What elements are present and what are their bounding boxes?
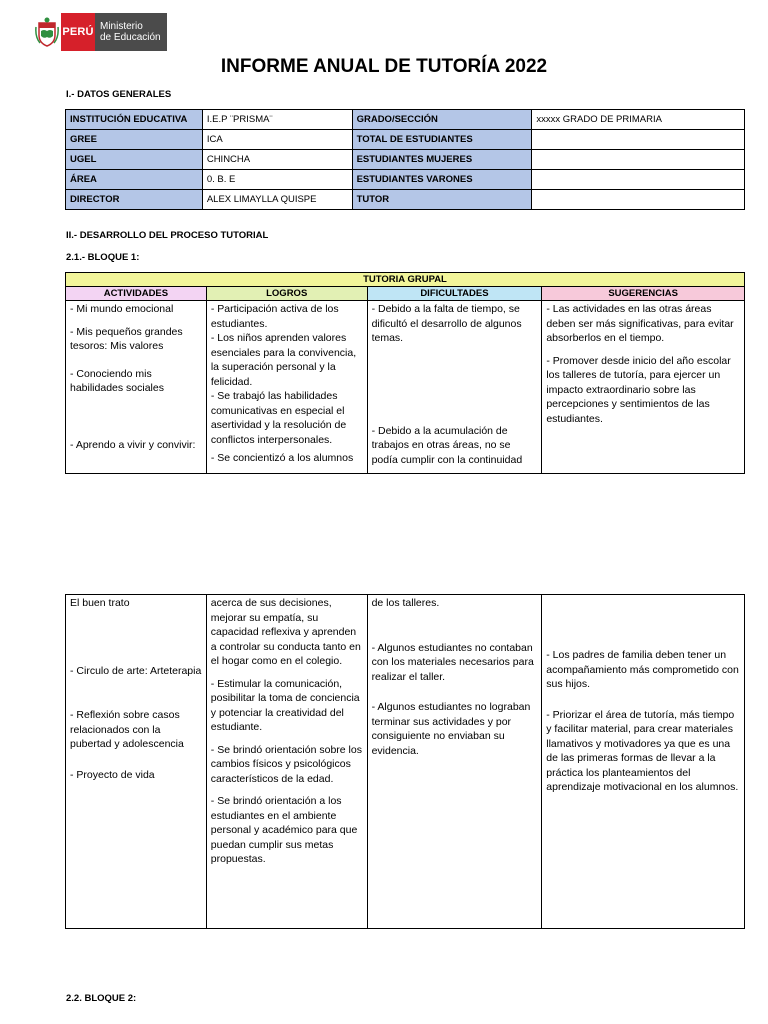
general-data-row: [66, 150, 745, 170]
part2-logros-cell: [206, 595, 367, 929]
part1-logro-item: - Los niños aprenden valores esenciales para la convivencia, la superación personal y la felicidad.: [210, 332, 357, 388]
row-value: [532, 190, 745, 210]
general-data-row: [66, 170, 745, 190]
row-value: xxxxx GRADO DE PRIMARIA: [532, 110, 745, 130]
part1-sugerencia-item: - Las actividades en las otras áreas deben ser más significativas, para evitar absorberlos en el tiempo.: [546, 303, 734, 344]
part2-logro-item: - Estimular la comunicación, posibilitar la toma de conciencia y potenciar la creatividad del estudiante.: [210, 677, 360, 733]
row-value: [532, 130, 745, 150]
row-value: [532, 150, 745, 170]
tutoring-table-part2: [65, 594, 745, 929]
row-value: CHINCHA: [202, 150, 352, 170]
general-data-row: [66, 130, 745, 150]
part2-logro-item: acerca de sus decisiones, mejorar su empatía, su capacidad reflexiva y aprenden a controlar su conducta tanto en el hogar como en el colegio.: [210, 597, 361, 667]
row-label: INSTITUCIÓN EDUCATIVA: [66, 110, 203, 130]
part2-logro-item: - Se brindó orientación sobre los cambios físicos y psicológicos característicos de la edad.: [210, 743, 362, 785]
row-label: ESTUDIANTES MUJERES: [352, 150, 532, 170]
ministry-logo: [33, 13, 167, 51]
section2-heading: II.- DESARROLLO DEL PROCESO TUTORIAL: [66, 230, 269, 241]
row-label: TUTOR: [352, 190, 532, 210]
coat-of-arms-icon: [33, 13, 61, 51]
part2-sugerencias-cell: [542, 595, 745, 929]
ministry-line1: Ministerio: [100, 21, 143, 32]
group-title-cell: TUTORIA GRUPAL: [66, 273, 745, 287]
block2-heading: 2.2. BLOQUE 2:: [66, 993, 137, 1004]
row-value: 0. B. E: [202, 170, 352, 190]
col-header-sugerencias: SUGERENCIAS: [542, 287, 745, 301]
part2-dificultad-item: - Algunos estudiantes no contaban con los materiales necesarios para realizar el taller.: [371, 641, 534, 683]
ministry-line2: de Educación: [100, 32, 161, 43]
general-data-table: [65, 109, 745, 210]
block1-heading: 2.1.- BLOQUE 1:: [66, 252, 140, 263]
col-header-dificultades: DIFICULTADES: [367, 287, 542, 301]
part1-logro-item: - Se trabajó las habilidades comunicativas en especial el asertividad y la resolución de conflictos interpersonales.: [210, 390, 347, 446]
part2-sugerencia-item: - Los padres de familia deben tener un acompañamiento más comprometido con sus hijos.: [546, 649, 739, 690]
part2-dificultades-cell: [367, 595, 542, 929]
row-label: TOTAL DE ESTUDIANTES: [352, 130, 532, 150]
row-value: ICA: [202, 130, 352, 150]
row-label: ÁREA: [66, 170, 203, 190]
part1-actividades-cell: [66, 301, 207, 474]
part1-actividad-item: - Aprendo a vivir y convivir:: [70, 438, 196, 451]
part1-dificultades-cell: [367, 301, 542, 474]
part2-actividad-item: - Proyecto de vida: [70, 768, 155, 781]
part2-actividad-item: - Circulo de arte: Arteterapia: [70, 664, 202, 677]
part1-dificultad-item: - Debido a la acumulación de trabajos en otras áreas, no se podía cumplir con la continuidad: [371, 424, 523, 466]
row-label: ESTUDIANTES VARONES: [352, 170, 532, 190]
row-value: I.E.P ¨PRISMA¨: [202, 110, 352, 130]
ministry-label: [95, 13, 167, 51]
col-header-logros: LOGROS: [206, 287, 367, 301]
row-label: DIRECTOR: [66, 190, 203, 210]
document-title: INFORME ANUAL DE TUTORÍA 2022: [220, 56, 548, 77]
part1-logro-item: - Se concientizó a los alumnos: [210, 452, 354, 464]
row-value: [532, 170, 745, 190]
part1-sugerencia-item: - Promover desde inicio del año escolar los talleres de tutoría, para ejercer un impacto extraordinario sobre las percepciones y sentimientos de las estudiantes.: [546, 354, 731, 425]
part2-actividad-item: El buen trato: [70, 597, 130, 609]
row-label: GRADO/SECCIÓN: [352, 110, 532, 130]
row-label: GREE: [66, 130, 203, 150]
col-header-actividades: ACTIVIDADES: [66, 287, 207, 301]
row-label: UGEL: [66, 150, 203, 170]
part2-dificultad-item: de los talleres.: [371, 597, 440, 609]
part1-actividad-item: - Mi mundo emocional: [70, 303, 174, 315]
general-data-row: [66, 110, 745, 130]
tutoring-table-part1: [65, 272, 745, 474]
part1-logro-item: - Participación activa de los estudiantes.: [210, 303, 339, 330]
section1-heading: I.- DATOS GENERALES: [66, 89, 172, 100]
part1-sugerencias-cell: [542, 301, 745, 474]
row-value: ALEX LIMAYLLA QUISPE: [202, 190, 352, 210]
country-label: PERÚ: [61, 13, 95, 51]
part2-logro-item: - Se brindó orientación a los estudiantes en el ambiente personal y académico para que puedan cumplir sus metas propuestas.: [210, 795, 358, 865]
part2-actividad-item: - Reflexión sobre casos relacionados con la pubertad y adolescencia: [70, 709, 184, 750]
part2-actividades-cell: [66, 595, 207, 929]
part2-sugerencia-item: - Priorizar el área de tutoría, más tiempo y facilitar material, para crear materiales llamativos y motivadores ya que es una de las primeras formas de llevar a la práctica los planteamientos del aprendizaje motivacional en los alumnos.: [546, 708, 739, 793]
part1-actividad-item: - Conociendo mis habilidades sociales: [70, 367, 164, 394]
part1-logros-cell: [206, 301, 367, 474]
part1-actividad-item: - Mis pequeños grandes tesoros: Mis valores: [70, 325, 183, 352]
part2-dificultad-item: - Algunos estudiantes no lograban terminar sus actividades y por consiguiente no enviaban su evidencia.: [371, 701, 531, 757]
part1-dificultad-item: - Debido a la falta de tiempo, se dificultó el desarrollo de algunos temas.: [371, 303, 522, 344]
general-data-row: [66, 190, 745, 210]
